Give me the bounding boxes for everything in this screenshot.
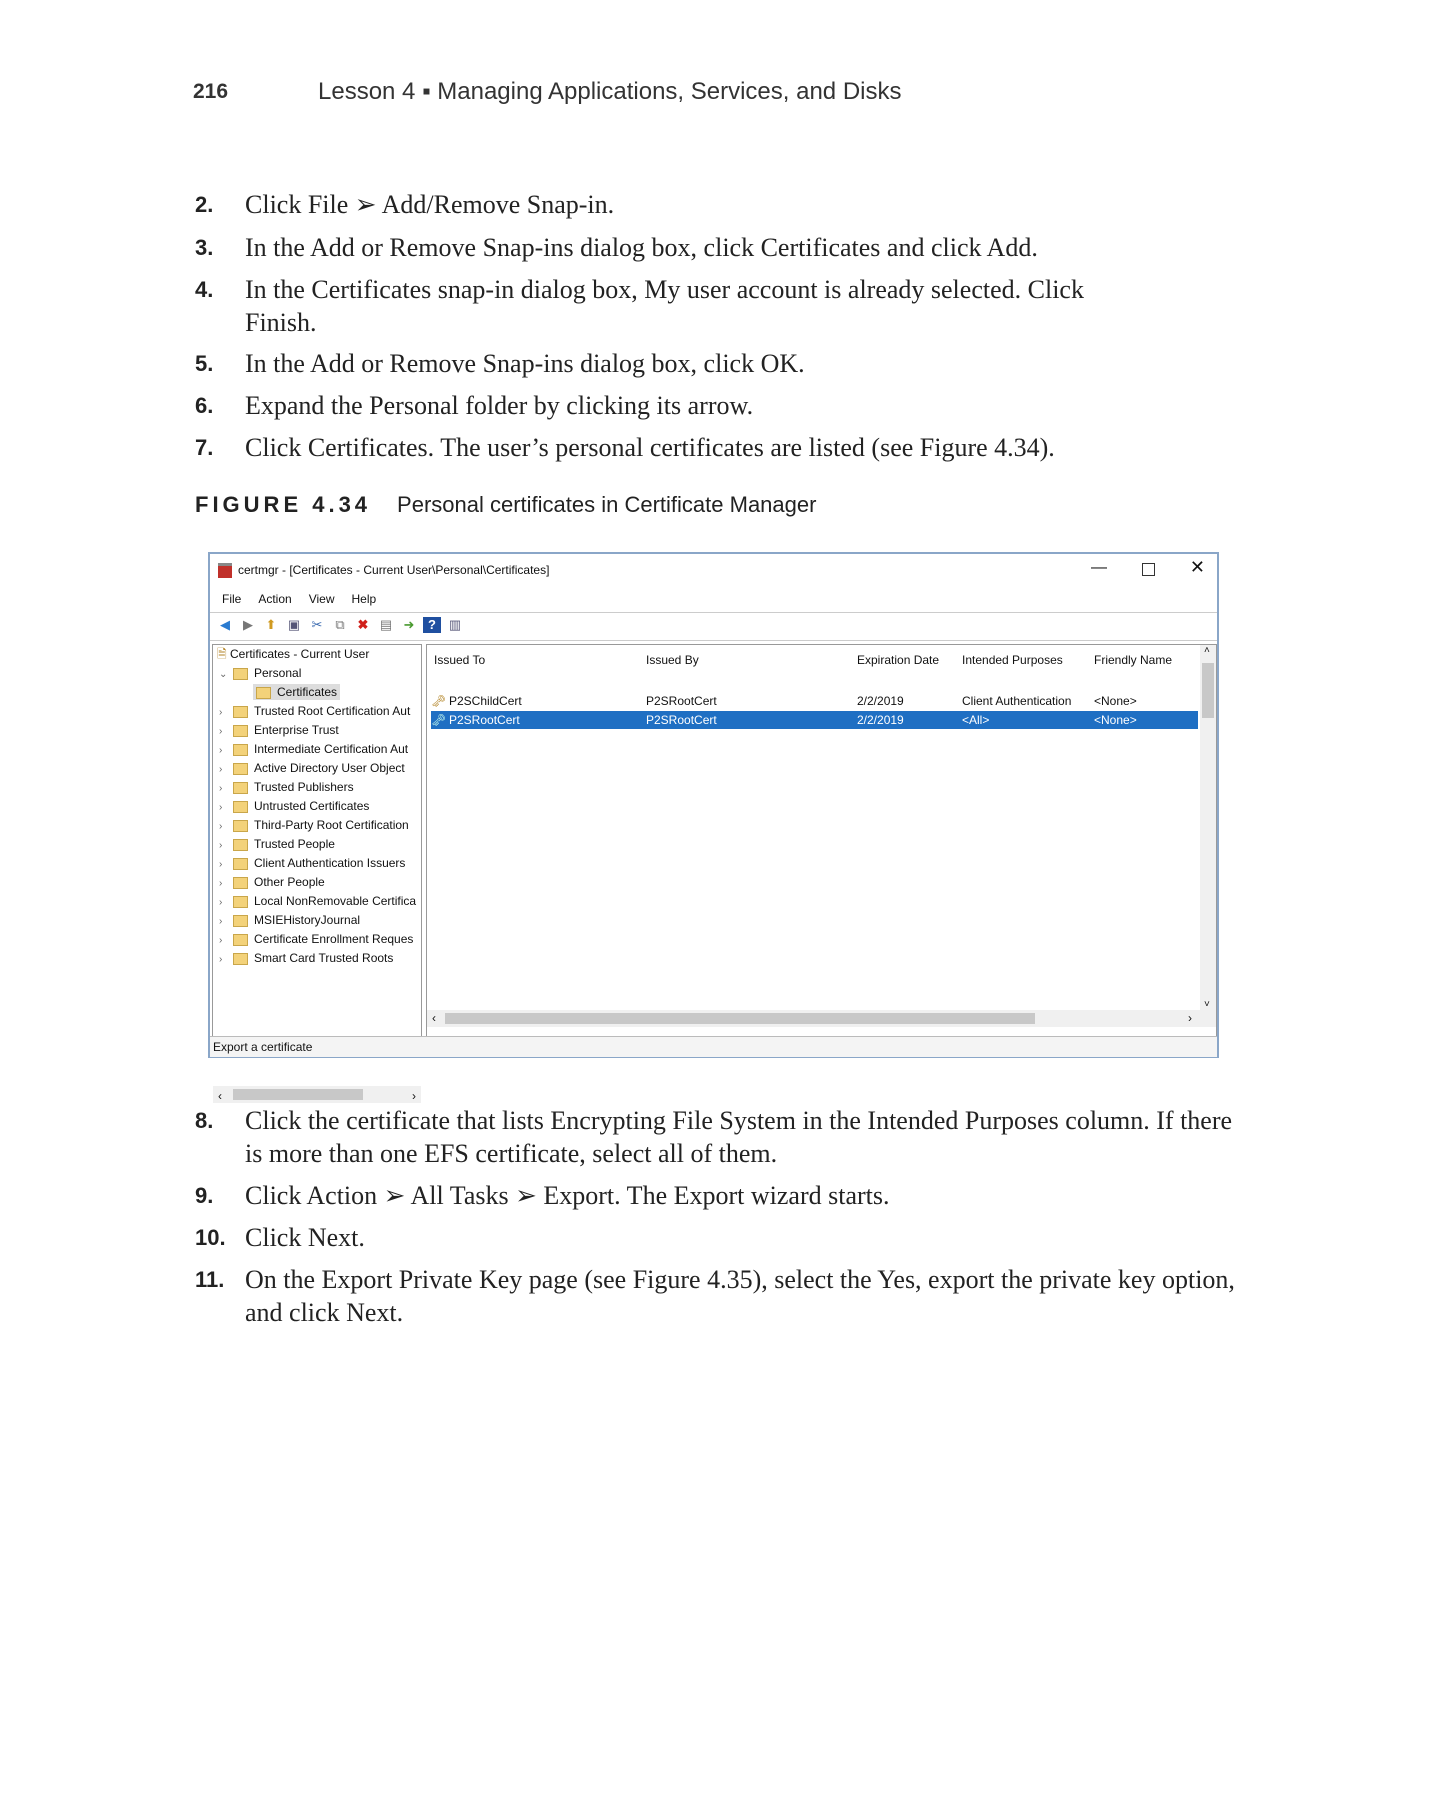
column-friendly-name[interactable]: Friendly Name <box>1094 653 1173 667</box>
cell-expiration: 2/2/2019 <box>857 713 904 727</box>
folder-icon <box>233 877 248 889</box>
certmgr-app-icon <box>218 563 232 578</box>
step-text: Expand the Personal folder by clicking its arrow. <box>245 391 754 420</box>
tree-item-personal[interactable] <box>213 664 421 683</box>
scroll-right-icon[interactable]: › <box>1188 1011 1192 1025</box>
step-number: 11. <box>195 1267 225 1292</box>
figure-label: FIGURE 4.34 <box>195 492 372 517</box>
chevron-right-icon[interactable]: › <box>219 726 223 737</box>
status-bar <box>210 1036 1217 1057</box>
cell-issued-to: P2SRootCert <box>449 713 520 727</box>
tree-label: Trusted People <box>254 837 335 851</box>
tree-label: Untrusted Certificates <box>254 799 370 813</box>
status-text: Export a certificate <box>213 1040 313 1054</box>
cell-issued-by: P2SRootCert <box>646 713 717 727</box>
tree-label: Client Authentication Issuers <box>254 856 406 870</box>
show-hide-tree-icon[interactable]: ▣ <box>287 617 301 632</box>
step <box>195 431 1255 464</box>
cell-purposes: Client Authentication <box>962 694 1072 708</box>
tree-label: Certificates <box>277 685 338 699</box>
export-list-icon[interactable]: ➜ <box>403 617 415 632</box>
scroll-right-icon[interactable]: › <box>412 1089 416 1103</box>
tree-item-folder[interactable] <box>213 721 421 740</box>
certificate-icon: 🗝 <box>431 694 447 708</box>
tree-label: Intermediate Certification Aut <box>254 742 409 756</box>
forward-icon[interactable]: ▶ <box>243 617 253 632</box>
step-number: 7. <box>195 435 214 460</box>
tree-item-folder[interactable] <box>213 892 421 911</box>
folder-icon <box>233 744 248 756</box>
menu-bar <box>222 592 393 606</box>
step <box>195 1221 1255 1254</box>
up-folder-icon[interactable]: ⬆ <box>265 617 277 632</box>
figure-caption <box>195 492 816 518</box>
folder-icon <box>233 782 248 794</box>
step <box>195 1104 1255 1170</box>
step-text: On the Export Private Key page (see Figure 4.35), select the Yes, export the private key option, and click Next. <box>245 1265 1235 1327</box>
step-number: 8. <box>195 1108 214 1133</box>
step <box>195 1179 1255 1212</box>
tree-item-folder[interactable] <box>213 949 421 968</box>
table-row[interactable] <box>431 692 1198 710</box>
folder-icon <box>233 763 248 775</box>
step-text: Click Certificates. The user’s personal certificates are listed (see Figure 4.34). <box>245 433 1055 462</box>
column-issued-by[interactable]: Issued By <box>646 653 699 667</box>
window-title: certmgr - [Certificates - Current User\Personal\Certificates] <box>238 563 550 577</box>
action-pane-icon[interactable]: ▥ <box>448 617 462 632</box>
help-icon[interactable]: ? <box>423 617 441 633</box>
scroll-down-icon[interactable]: ˅ <box>1204 999 1210 1010</box>
scroll-thumb[interactable] <box>233 1089 363 1100</box>
tree-item-folder[interactable] <box>213 816 421 835</box>
tree-label: Third-Party Root Certification <box>254 818 409 832</box>
chevron-right-icon[interactable]: › <box>219 802 223 813</box>
step-number: 6. <box>195 393 214 418</box>
tree-item-folder[interactable] <box>213 778 421 797</box>
tree-label: Trusted Root Certification Aut <box>254 704 411 718</box>
chevron-right-icon[interactable]: › <box>219 916 223 927</box>
column-intended-purposes[interactable]: Intended Purposes <box>962 653 1063 667</box>
cell-issued-to: P2SChildCert <box>449 694 522 708</box>
folder-icon <box>233 725 248 737</box>
chevron-right-icon[interactable]: › <box>219 878 223 889</box>
tree-label: Certificate Enrollment Reques <box>254 932 414 946</box>
folder-icon <box>233 953 248 965</box>
certificate-icon: 🗝 <box>431 713 447 727</box>
menu-file[interactable]: File <box>222 592 242 606</box>
folder-icon <box>233 915 248 927</box>
tree-root-label: Certificates - Current User <box>229 647 370 661</box>
step-text: In the Certificates snap-in dialog box, My user account is already selected. Click Finish. <box>245 275 1084 337</box>
certificate-list-pane <box>426 644 1217 1046</box>
tree-item-certificates[interactable] <box>213 683 421 702</box>
scroll-thumb[interactable] <box>445 1013 1035 1024</box>
step-number: 3. <box>195 235 214 260</box>
menu-help[interactable]: Help <box>351 592 377 606</box>
tree-item-folder[interactable] <box>213 835 421 854</box>
cell-expiration: 2/2/2019 <box>857 694 904 708</box>
step-number: 2. <box>195 192 214 217</box>
chevron-right-icon[interactable]: › <box>219 897 223 908</box>
list-horizontal-scrollbar[interactable] <box>427 1010 1216 1027</box>
toolbar <box>216 617 469 633</box>
scroll-left-icon[interactable]: ‹ <box>218 1089 222 1103</box>
folder-icon <box>256 687 271 699</box>
tree-item-folder[interactable] <box>213 702 421 721</box>
tree-label: Enterprise Trust <box>254 723 339 737</box>
properties-icon[interactable]: ▤ <box>379 617 393 632</box>
tree-item-folder[interactable] <box>213 854 421 873</box>
step <box>195 389 1255 422</box>
scroll-up-icon[interactable]: ˄ <box>1204 645 1210 656</box>
column-headers <box>431 651 1198 669</box>
vertical-scrollbar[interactable] <box>1200 645 1216 1010</box>
step <box>195 273 1095 339</box>
title-bar <box>210 554 1217 586</box>
step <box>195 231 1255 264</box>
tree-label: Trusted Publishers <box>254 780 354 794</box>
back-icon[interactable]: ◀ <box>220 617 230 632</box>
cell-friendly-name: <None> <box>1094 713 1137 727</box>
chevron-right-icon[interactable]: › <box>219 764 223 775</box>
close-button[interactable]: ✕ <box>1189 557 1205 577</box>
minimize-button[interactable]: — <box>1091 559 1107 576</box>
delete-icon[interactable]: ✖ <box>357 617 369 632</box>
step-number: 9. <box>195 1183 214 1208</box>
tree-item-folder[interactable] <box>213 930 421 949</box>
tree-item-folder[interactable] <box>213 759 421 778</box>
step <box>195 347 1255 380</box>
step <box>195 1263 1255 1329</box>
folder-icon <box>233 858 248 870</box>
running-title: Lesson 4 ▪ Managing Applications, Services, and Disks <box>318 78 902 105</box>
folder-icon <box>233 706 248 718</box>
figure-title: Personal certificates in Certificate Manager <box>397 492 817 517</box>
maximize-button[interactable] <box>1142 563 1155 576</box>
menu-view[interactable]: View <box>308 592 335 606</box>
tree-item-folder[interactable] <box>213 873 421 892</box>
scroll-left-icon[interactable]: ‹ <box>432 1011 436 1025</box>
chevron-right-icon[interactable]: › <box>219 783 223 794</box>
step-number: 4. <box>195 277 214 302</box>
step-text: Click Action ➢ All Tasks ➢ Export. The Export wizard starts. <box>245 1181 890 1210</box>
folder-icon <box>233 896 248 908</box>
step-text: Click File ➢ Add/Remove Snap-in. <box>245 190 615 219</box>
chevron-right-icon[interactable]: › <box>219 707 223 718</box>
chevron-down-icon[interactable]: ⌄ <box>219 669 228 680</box>
chevron-right-icon[interactable]: › <box>219 821 223 832</box>
chevron-right-icon[interactable]: › <box>219 745 223 756</box>
folder-icon <box>233 934 248 946</box>
tree-item-folder[interactable] <box>213 797 421 816</box>
tree-label: Other People <box>254 875 325 889</box>
chevron-right-icon[interactable]: › <box>219 954 223 965</box>
certmgr-window <box>208 552 1219 1103</box>
step <box>195 188 1255 221</box>
chevron-right-icon[interactable]: › <box>219 935 223 946</box>
tree-label: MSIEHistoryJournal <box>254 913 361 927</box>
tree-label: Active Directory User Object <box>254 761 405 775</box>
folder-icon <box>233 668 248 680</box>
cell-friendly-name: <None> <box>1094 694 1137 708</box>
step-number: 10. <box>195 1225 226 1250</box>
column-issued-to[interactable]: Issued To <box>434 653 486 667</box>
tree-label: Local NonRemovable Certifica <box>254 894 417 908</box>
step-text: In the Add or Remove Snap-ins dialog box, click OK. <box>245 349 805 378</box>
step-number: 5. <box>195 351 214 376</box>
column-expiration-date[interactable]: Expiration Date <box>857 653 940 667</box>
tree-root[interactable]: 🗎 Certificates - Current User <box>217 647 370 661</box>
folder-icon <box>233 839 248 851</box>
tree-item-folder[interactable] <box>213 740 421 759</box>
menu-action[interactable]: Action <box>258 592 292 606</box>
tree-label: Personal <box>254 666 302 680</box>
tree-label: Smart Card Trusted Roots <box>254 951 394 965</box>
chevron-right-icon[interactable]: › <box>219 859 223 870</box>
cut-icon[interactable]: ✂ <box>311 617 323 632</box>
cell-issued-by: P2SRootCert <box>646 694 717 708</box>
step-text: In the Add or Remove Snap-ins dialog box, click Certificates and click Add. <box>245 233 1038 262</box>
page-number: 216 <box>193 80 229 103</box>
cell-purposes: <All> <box>962 713 990 727</box>
scroll-thumb[interactable] <box>1202 663 1214 718</box>
step-text: Click the certificate that lists Encrypting File System in the Intended Purposes column. If there is more than one EFS certificate, select all of them. <box>245 1106 1233 1168</box>
folder-icon <box>233 801 248 813</box>
step-text: Click Next. <box>245 1223 365 1252</box>
chevron-right-icon[interactable]: › <box>219 840 223 851</box>
tree-item-folder[interactable] <box>213 911 421 930</box>
folder-icon <box>233 820 248 832</box>
tree-horizontal-scrollbar[interactable] <box>213 1086 421 1103</box>
table-row-selected[interactable] <box>431 711 1198 729</box>
copy-icon[interactable]: ⧉ <box>335 617 345 632</box>
